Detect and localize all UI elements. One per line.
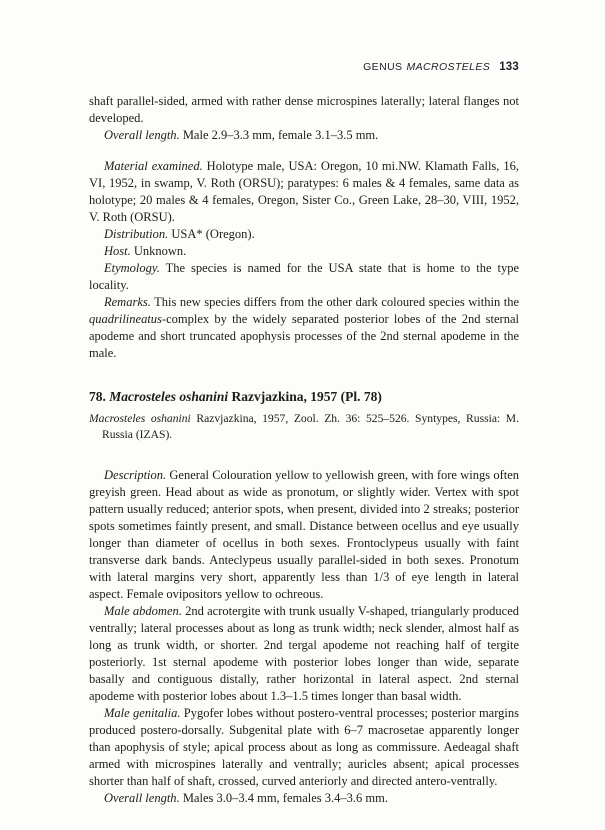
text-run: Macrosteles oshanini [89,412,191,425]
text-run: Males 3.0–3.4 mm, females 3.4–3.6 mm. [179,791,388,805]
text-run: Description. [104,468,167,482]
text-run: quadrilineatus [89,312,162,326]
text-run: Pygofer lobes without postero-ventral processes; posterior margins produced postero-dorsally. Subgenital plate with 6–7 macrosetae apparently longer than apophysis of style; apical process about as long as commissure. Aedeagal shaft armed with microspines laterally and ventrally; auricles absent; apical processes shorter than half of shaft, crossed, curved anteriorly and directed antero-ventrally. [89,706,519,788]
text-run: Holotype male, USA: Oregon, 10 mi.NW. Klamath Falls, 16, VI, 1952, in swamp, V. Roth (ORSU); paratypes: 6 males & 4 females, same data as holotype; 20 males & 4 females, Oregon, Sister Co., Green Lake, 28–30, VIII, 1952, V. Roth (ORSU). [89,159,519,224]
text-run: Etymology. [104,261,160,275]
text-run: Macrosteles oshanini [109,389,229,404]
text-run: Overall length. [104,791,180,805]
text-run: Razvjazkina, 1957, Zool. Zh. 36: 525–526. Syntypes, Russia: M. Russia (IZAS). [102,412,519,441]
text-run: (Pl. 78) [337,389,382,404]
text-run: 78. [89,389,110,404]
text-run: Razvjazkina, 1957 [228,389,338,404]
paragraph-overall-length-2 [89,790,519,807]
text-run: Remarks. [104,295,151,309]
paragraph-material-examined [89,158,519,226]
paragraph-spacer [89,144,519,158]
paragraph-shaft-continuation [89,93,519,127]
text-run: Unknown. [130,244,187,258]
text-run: General Colouration yellow to yellowish green, with fore wings often greyish green. Head about as wide as pronotum, or slightly wider. Vertex with spot pattern usually reduced; anterior spots, when present, divided into 2 streaks; posterior spots sometimes faintly present, and small. Distance between ocellus and eye usually longer than diameter of ocellus in both sexes. Frontoclypeus usually with faint transverse dark bands. Anteclypeus usually parallel-sided in both sexes. Pronotum with lateral margins very short, apparently less than 1/3 of eye length in lateral aspect. Female ovipositors yellow to ochreous. [89,468,519,601]
text-run: Distribution. [104,227,169,241]
text-run: -complex by the widely separated posterior lobes of the 2nd sternal apodeme and short truncated apophysis processes of the 2nd sternal apodeme in the male. [89,312,519,360]
text-run: Male genitalia. [104,706,181,720]
text-run: Male abdomen. [104,604,182,618]
paragraph-remarks [89,294,519,362]
species-heading [89,388,519,406]
paragraph-male-genitalia [89,705,519,790]
page-body [89,93,519,807]
text-run: shaft parallel-sided, armed with rather dense microspines laterally; lateral flanges not developed. [89,94,519,125]
text-run: USA* (Oregon). [168,227,255,241]
text-run: Male 2.9–3.3 mm, female 3.1–3.5 mm. [179,128,379,142]
paragraph-male-abdomen [89,603,519,705]
paragraph-host [89,243,519,260]
running-head [363,61,519,73]
running-head-genus-name: MACROSTELES [406,61,491,73]
text-run: Overall length. [104,128,180,142]
reference-citation [89,411,519,443]
running-head-genus-label: GENUS [363,61,403,73]
text-run: 2nd acrotergite with trunk usually V-shaped, triangularly produced ventrally; lateral processes about as long as trunk width; neck slender, almost half as long as trunk width, or shorter. 2nd tergal apodeme not reaching half of tergite posteriorly. 1st sternal apodeme with posterior lobes longer than wide, separate basally and contiguous distally, rather horizontal in lateral aspect. 2nd sternal apodeme with posterior lobes about 1.3–1.5 times longer than basal width. [89,604,520,703]
page-number: 133 [499,61,519,73]
text-run: Material examined. [104,159,203,173]
text-run: This new species differs from the other dark coloured species within the [150,295,519,309]
paragraph-etymology [89,260,519,294]
text-run: Host. [104,244,131,258]
paragraph-spacer [89,453,519,467]
paragraph-distribution [89,226,519,243]
paragraph-overall-length-1 [89,127,519,144]
text-run: The species is named for the USA state that is home to the type locality. [89,261,519,292]
paragraph-description [89,467,519,603]
